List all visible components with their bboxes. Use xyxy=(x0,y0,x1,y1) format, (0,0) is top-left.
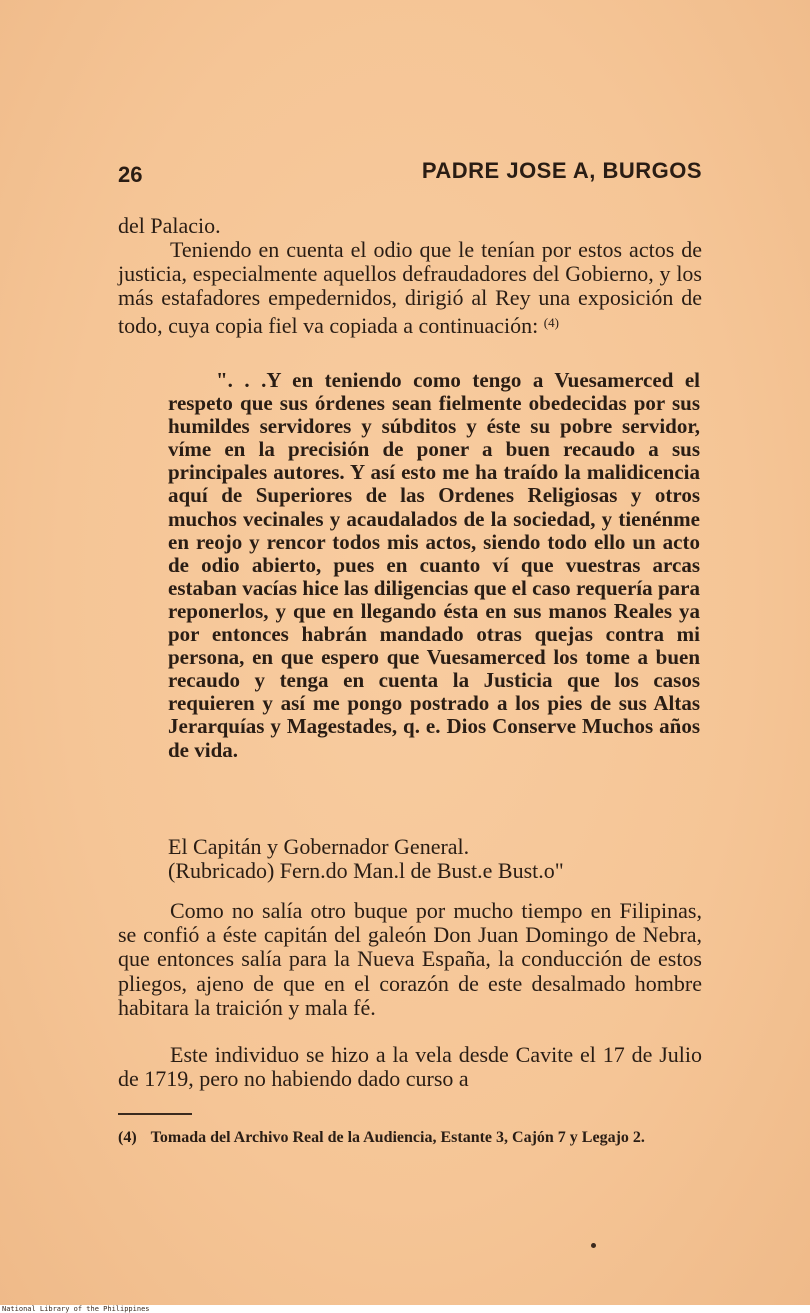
footnote-reference: (4) xyxy=(543,314,559,330)
paragraph-exposition-text: Teniendo en cuenta el odio que le tenían por estos actos de justicia, especialmente aquellos defraudadores del Gobierno, y los más estafadores empedernidos, dirigió al Rey una exposición de todo, cuya copia fiel va copiada a continuación: xyxy=(118,237,702,338)
footnote-rule xyxy=(118,1113,192,1115)
letter-signature xyxy=(168,835,700,883)
library-credit: National Library of the Philippines xyxy=(2,1305,150,1313)
header-title: PADRE JOSE A, BURGOS xyxy=(421,158,702,183)
ink-speck xyxy=(591,1243,596,1248)
footnote xyxy=(118,1125,702,1151)
running-head xyxy=(118,158,702,192)
page-number: 26 xyxy=(118,162,143,187)
paragraph-galleon: Como no salía otro buque por mucho tiempo en Filipinas, se confió a éste capitán del galeón Don Juan Domingo de Nebra, que entonces salía para la Nueva España, la conducción de estos pliegos, ajeno de que en el corazón de este desalmado hombre habitara la traición y mala fé. xyxy=(118,898,702,1020)
signature-title: El Capitán y Gobernador General. xyxy=(168,834,470,859)
signature-name: (Rubricado) Fern.do Man.l de Bust.e Bust.o" xyxy=(168,858,564,884)
footnote-text: Tomada del Archivo Real de la Audiencia, Estante 3, Cajón 7 y Legajo 2. xyxy=(150,1129,645,1146)
letter-quote-text: ". . .Y en teniendo como tengo a Vuesamerced el respeto que sus órdenes sean fielmente obedecidas por sus humildes servidores y súbditos y éste su pobre servidor, víme en la precisión de poner a buen recaudo a sus principales autores. Y así esto me ha traído la malidicencia aquí de Superiores de las Ordenes Religiosas y otros muchos vecinales y acaudalados de la sociedad, y tienénme en reojo y rencor todos mis actos, siendo todo ello un acto de odio abierto, pues en cuanto ví que vuestras arcas estaban vacías hice las diligencias que el caso requería para reponerlos, y que en llegando ésta en sus manos Reales ya por entonces habrán mandado otras quejas contra mi persona, en que espero que Vuesamerced los tome a buen recaudo y tenga en cuenta la Justicia que los casos requieren y así me pongo postrado a los pies de sus Altas Jerarquías y Magestades, q. e. Dios Conserve Muchos años de vida. xyxy=(168,368,700,762)
paragraph-departure: Este individuo se hizo a la vela desde Cavite el 17 de Julio de 1719, pero no habiendo dado curso a xyxy=(118,1042,702,1092)
paragraph-exposition xyxy=(118,238,702,338)
paragraph-continuation: del Palacio. xyxy=(118,213,221,238)
footnote-mark: (4) xyxy=(118,1129,137,1146)
letter-quote xyxy=(168,369,700,762)
